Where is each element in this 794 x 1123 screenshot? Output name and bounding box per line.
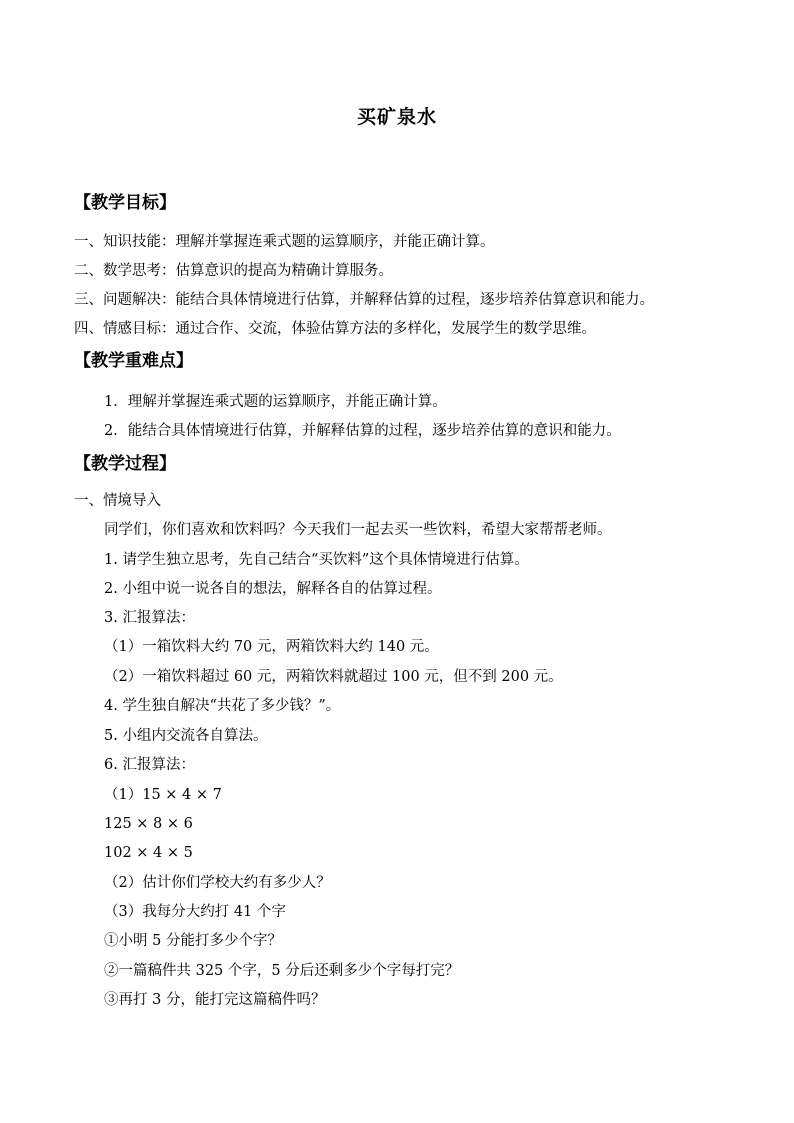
goal-item: 一、知识技能：理解并掌握连乘式题的运算顺序，并能正确计算。 (74, 234, 495, 250)
process-line: 5. 小组内交流各自算法。 (104, 728, 268, 744)
process-line: ②一篇稿件共 325 个字，5 分后还剩多少个字每打完？ (104, 963, 460, 979)
process-line: 2. 小组中说一说各自的想法，解释各自的估算过程。 (104, 581, 442, 597)
section-heading-key-points: 【教学重难点】 (74, 351, 193, 371)
process-line: ③再打 3 分，能打完这篇稿件吗？ (104, 992, 326, 1008)
process-line: （2）一箱饮料超过 60 元，两箱饮料就超过 100 元，但不到 200 元。 (104, 669, 563, 685)
key-point-item: 1．理解并掌握连乘式题的运算顺序，并能正确计算。 (104, 394, 447, 410)
process-line: 同学们，你们喜欢和饮料吗？今天我们一起去买一些饮料，希望大家帮帮老师。 (104, 522, 612, 538)
process-line: 125 × 8 × 6 (104, 816, 193, 832)
document-title: 买矿泉水 (356, 106, 437, 128)
goal-item: 四、情感目标：通过合作、交流，体验估算方法的多样化，发展学生的数学思维。 (74, 321, 596, 337)
process-line: （1）一箱饮料大约 70 元，两箱饮料大约 140 元。 (104, 639, 439, 655)
process-line: （1）15 × 4 × 7 (104, 787, 222, 803)
process-subheading: 一、情境导入 (74, 493, 161, 509)
section-heading-process: 【教学过程】 (74, 454, 176, 474)
goal-item: 三、问题解决：能结合具体情境进行估算，并解释估算的过程，逐步培养估算意识和能力。 (74, 292, 654, 308)
key-point-item: 2．能结合具体情境进行估算，并解释估算的过程，逐步培养估算的意识和能力。 (104, 423, 621, 439)
process-line: 4. 学生独自解决“共花了多少钱？”。 (104, 698, 341, 714)
process-line: （3）我每分大约打 41 个字 (104, 904, 286, 920)
process-line: 102 × 4 × 5 (104, 845, 193, 861)
process-line: ①小明 5 分能打多少个字？ (104, 933, 282, 949)
goal-item: 二、数学思考：估算意识的提高为精确计算服务。 (74, 263, 393, 279)
process-line: 3. 汇报算法： (104, 610, 195, 626)
process-line: 1. 请学生独立思考，先自己结合“买饮料”这个具体情境进行估算。 (104, 552, 529, 568)
process-line: 6. 汇报算法： (104, 757, 195, 773)
section-heading-goals: 【教学目标】 (74, 193, 176, 213)
process-line: （2）估计你们学校大约有多少人？ (104, 875, 331, 891)
